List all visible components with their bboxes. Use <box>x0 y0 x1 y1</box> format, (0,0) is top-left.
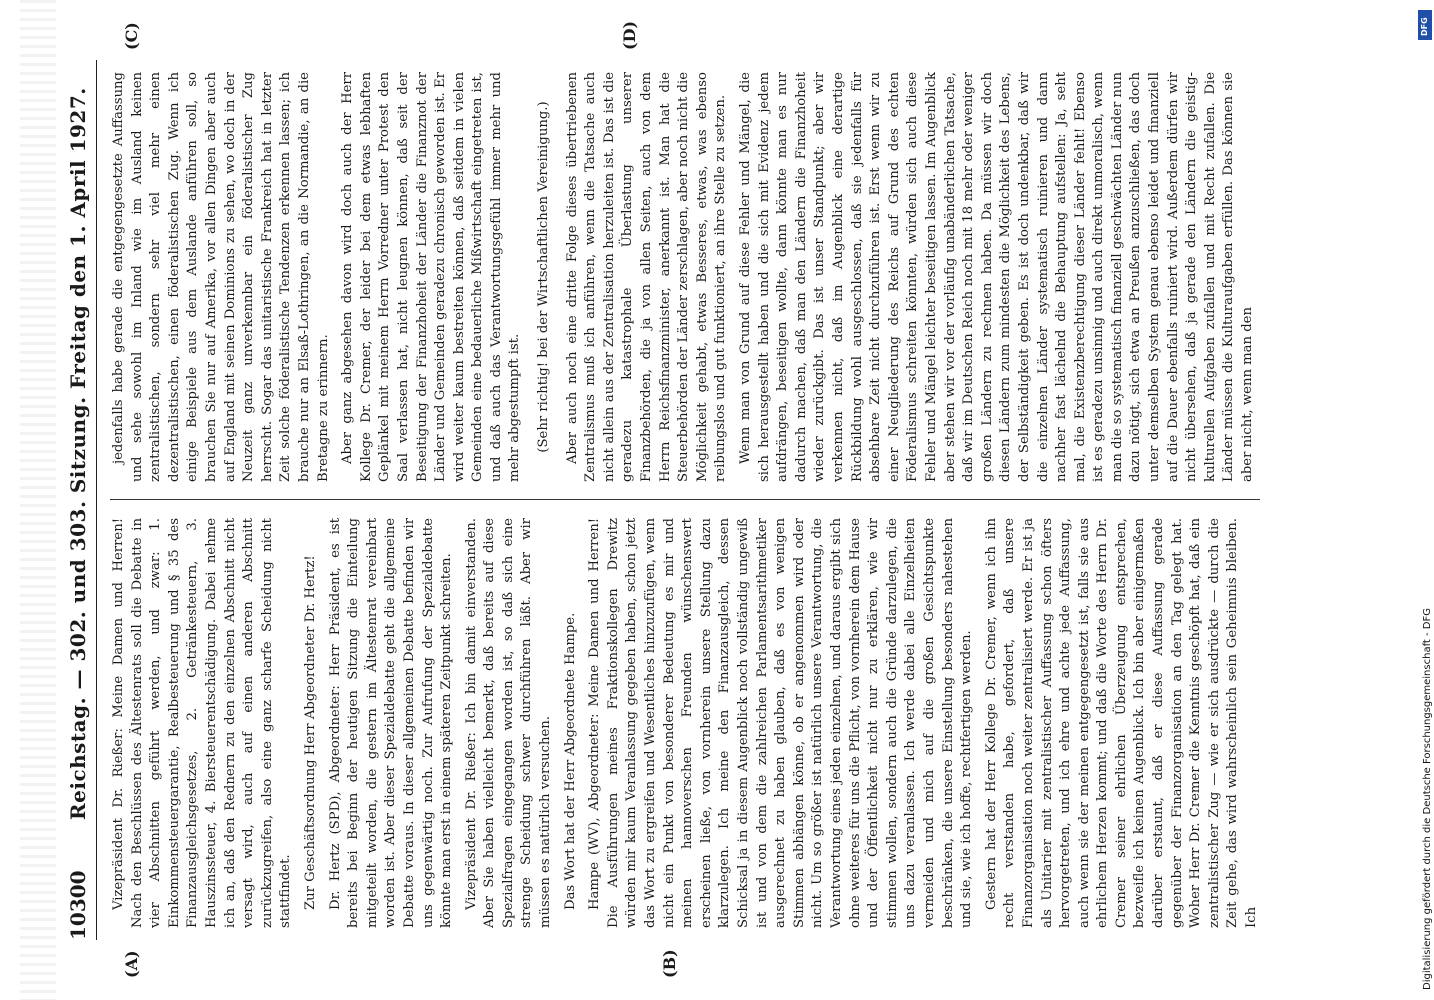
margin-marker-d: (D) <box>620 20 639 50</box>
right-column <box>110 72 1260 482</box>
interjection: (Sehr richtig! bei der Wirtschaftlichen Vereinigung.) <box>536 101 552 453</box>
paragraph: Aber auch noch eine dritte Folge dieses übertriebenen Zentralismus muß ich anführen, wenn die Tatsache auch nicht allein aus der Zentralisation herzuleiten ist. Das ist die geradezu katastrophale Überlastung unserer Finanzbehörden, die ja von allen Seiten, auch von dem Herrn Reichsfinanzminister, anerkannt ist. Man hat die Steuerbehörden der Länder zerschlagen, aber noch nicht die Möglichkeit gehabt, etwas Besseres, etwas, was ebenso reibungslos und gut funktioniert, an ihre Stelle zu setzen. <box>564 72 729 482</box>
paragraph: Das Wort hat der Herr Abgeordnete Hampe. <box>562 612 578 910</box>
paragraph: Aber ganz abgesehen davon wird doch auch der Herr Kollege Dr. Cremer, der leider bei dem etwas lebhaften Geplänkel mit meinem Herrn Vorredner unter Protest den Saal verlassen hat, nicht leugnen können, daß seit der Beseitigung der Finanzhoheit der Länder die Finanznot der Länder und Gemeinden geradezu chronisch geworden ist. Er wird weiter kaum bestreiten können, daß seitdem in vielen Gemeinden eine bedauerliche Mißwirtschaft eingetreten ist, und daß auch das Verantwortungsgefühl immer mehr und mehr abgestumpft ist. <box>340 72 523 482</box>
margin-marker-c: (C) <box>122 22 141 50</box>
page-number: 10300 <box>66 870 90 940</box>
digitization-sidebar <box>1418 10 1434 1000</box>
paragraph: Dr. Hertz (SPD), Abgeordneter: Herr Präsident, es ist bereits bei Beginn der heutigen Sitzung die Einteilung mitgeteilt worden, die gestern im Ältestenrat vereinbart worden ist. Aber dieser Spezialdebatte geht die allgemeine Debatte voraus. In dieser allgemeinen Debatte befinden wir uns gegenwärtig noch. Zur Aufrufung der Spezialdebatte könnte man erst in einem späteren Zeitpunkt schreiten. <box>327 518 455 928</box>
margin-marker-b: (B) <box>660 949 679 978</box>
header-rule <box>96 60 97 940</box>
margin-marker-a: (A) <box>122 950 141 978</box>
page-header <box>60 60 100 940</box>
scan-edge-noise <box>20 0 56 1000</box>
paragraph: Wenn man von Grund auf diese Fehler und Mängel, die sich herausgestellt haben und die sich mit Evidenz jedem aufdrängen, beseitigen wollte, dann könnte man es nur dadurch machen, daß man den Ländern die Finanzhoheit wieder zurückgibt. Das ist unser Standpunkt; aber wir verkennen nicht, daß im Augenblick eine derartige Rückbildung wohl ausgeschlossen, daß sie jedenfalls für absehbare Zeit nicht durchzuführen ist. Erst wenn wir zu einer Neugliederung des Reichs auf Grund des echten Föderalismus schreiten könnten, würden sich auch diese Fehler und Mängel leichter beseitigen lassen. Im Augenblick aber stehen wir vor der vorläufig unabänderlichen Tatsache, daß wir im Deutschen Reich noch mit 18 mehr oder weniger großen Ländern zu rechnen haben. Da müssen wir doch diesen Ländern zum mindesten die Möglichkeit des Lebens, der Selbständigkeit geben. Es ist doch undenkbar, daß wir die einzelnen Länder systematisch ruinieren und dann nachher fast lächelnd die Behauptung aufstellen: Ja, seht mal, die Existenzberechtigung dieser Länder fehlt! Ebenso ist es geradezu unsinnig und auch direkt unmoralisch, wenn man die so systematisch finanziell geschwächten Länder nun dazu nötigt, sich etwa an Preußen anzuschließen, das doch unter demselben System genau ebenso leidet und finanziell auf die Dauer ebenfalls ruiniert wird. Außerdem dürfen wir nicht übersehen, daß ja gerade den Ländern die geistig-kulturellen Aufgaben zufallen und mit Recht zufallen. Die Länder müssen die Kulturaufgaben erfüllen. Das können sie aber nicht, wenn man den <box>738 72 1256 482</box>
paragraph: jedenfalls habe gerade die entgegengesetzte Auffassung und sehe sowohl im Inland wie im Ausland keinen zentralistischen, sondern sehr viel mehr einen dezentralistischen, einen föderalistischen Zug. Wenn ich einige Beispiele aus dem Auslande anführen soll, so brauchen Sie nur auf Amerika, vor allen Dingen aber auch auf England mit seinen Dominions zu sehen, wo doch in der Neuzeit ganz unverkennbar ein föderalistischer Zug herrscht. Sogar das unitaristische Frankreich hat in letzter Zeit solche föderalistische Tendenzen erkennen lassen; ich brauche nur an Elsaß-Lothringen, an die Normandie, an die Bretagne zu erinnern. <box>111 72 331 482</box>
dfg-logo: DFG <box>1418 10 1432 40</box>
column-divider <box>110 499 1260 500</box>
paragraph: Hampe (WV), Abgeordneter: Meine Damen und Herren! Die Ausführungen meines Fraktionskollegen Drewitz würden mir kaum Veranlassung gegeben haben, schon jetzt das Wort zu ergreifen und Wesentliches hinzuzufügen, wenn nicht ein Punkt von besonderer Bedeutung es mir und meinen hannoverschen Freunden wünschenswert erscheinen ließe, von vornherein unsere Stellung dazu klarzulegen. Ich meine den Finanzausgleich, dessen Schicksal ja in diesem Augenblick noch vollständig ungewiß ist und von dem die zahlreichen Parlamentsarithmetiker ausgerechnet zu haben glauben, daß es von wenigen Stimmen abhängen könne, ob er angenommen wird oder nicht. Um so größer ist natürlich unsere Verantwortung, die Verantwortung eines jeden einzelnen, und daraus ergibt sich ohne weiteres für uns die Pflicht, von vornherein dem Hause und der Öffentlichkeit nicht nur zu erklären, wie wir stimmen wollen, sondern auch die Gründe darzulegen, die uns dazu veranlassen. Ich werde dabei alle Einzelheiten vermeiden und mich auf die großen Gesichtspunkte beschränken, die unsere Einstellung besonders nahestehen und sie, wie ich hoffe, rechtfertigen werden. <box>587 518 975 928</box>
paragraph: Vizepräsident Dr. Rießer: Ich bin damit einverstanden. Aber Sie haben vielleicht bemerkt, daß bereits auf diese Spezialfragen eingegangen worden ist, so daß sich eine strenge Scheidung schwer durchführen läßt. Aber wir müssen es natürlich versuchen. <box>463 518 554 928</box>
running-title: Reichstag. — 302. und 303. Sitzung. Freitag den 1. April 1927. <box>66 87 90 820</box>
paragraph: Vizepräsident Dr. Rießer: Meine Damen und Herren! Nach den Beschlüssen des Ältestenrats soll die Debatte in vier Abschnitten geführt werden, und zwar: 1. Einkommensteuergarantie, Realbesteuerung und § 35 des Finanzausgleichsgesetzes, 2. Getränkesteuern, 3. Hauszinssteuer, 4. Biersteuerentschädigung. Dabei nehme ich an, daß den Rednern zu den einzelnen Abschnitt nicht versagt wird, auch auf einen anderen Abschnitt zurückzugreifen, also eine ganz scharfe Scheidung nicht stattfindet. <box>111 518 294 928</box>
paragraph: Zur Geschäftsordnung Herr Abgeordneter Dr. Hertz! <box>302 555 318 910</box>
digitization-credit: Digitalisierung gefördert durch die Deutsche Forschungsgemeinschaft - DFG <box>1422 607 1433 990</box>
left-column <box>110 518 1260 928</box>
paragraph: Gestern hat der Herr Kollege Dr. Cremer, wenn ich ihn recht verstanden habe, gefordert, daß unsere Finanzorganisation noch weiter zentralisiert werde. Er ist ja als Unitarier mit zentralistischer Auffassung schon öfters hervorgetreten, und ich ehre und achte jede Auffassung, auch wenn sie der meinen entgegengesetzt ist, falls sie aus ehrlichem Herzen kommt; und daß die Worte des Herrn Dr. Cremer seiner ehrlichen Überzeugung entsprechen, bezweifle ich keinen Augenblick. Ich bin aber einigermaßen darüber erstaunt, daß er diese Auffassung gerade gegenüber der Finanzorganisation an den Tag gelegt hat. Woher Herr Dr. Cremer die Kenntnis geschöpft hat, daß ein zentralistischer Zug — wie er sich ausdrückte — durch die Zeit gehe, das wird wahrscheinlich sein Geheimnis bleiben. Ich <box>983 518 1260 928</box>
rotated-text-page <box>60 20 1300 978</box>
